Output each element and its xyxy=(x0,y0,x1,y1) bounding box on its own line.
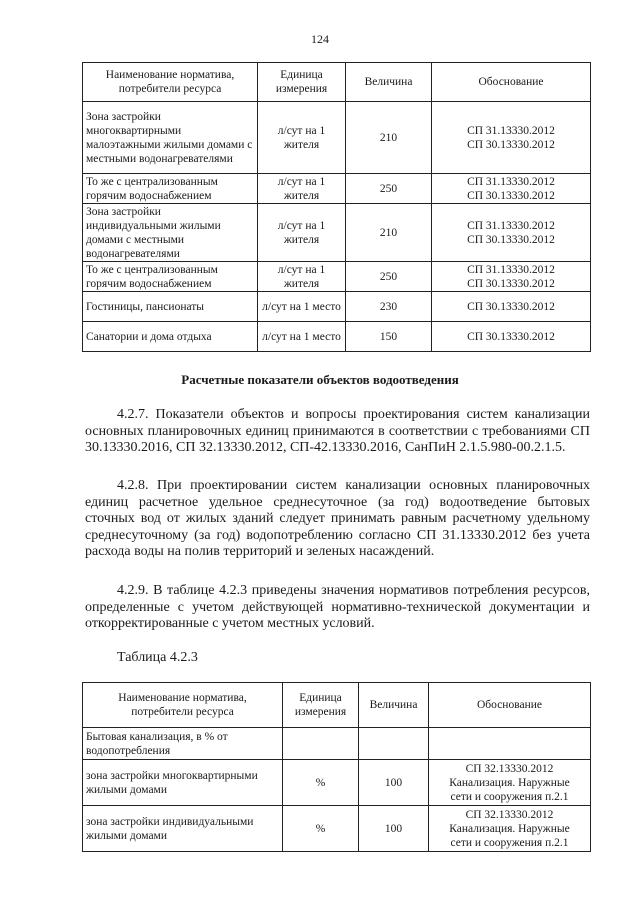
table-row xyxy=(83,102,591,174)
header-name: Наименование норматива, потребители ресурса xyxy=(83,63,258,102)
row-value: 210 xyxy=(346,102,432,174)
row-value: 230 xyxy=(346,292,432,322)
header-value: Величина xyxy=(346,63,432,102)
row-name: Зона застройки многоквартирными малоэтажными жилыми домами с местными водонагревателями xyxy=(83,102,258,174)
row-name: Гостиницы, пансионаты xyxy=(83,292,258,322)
table-header-row xyxy=(83,683,591,728)
paragraph-4-2-7: 4.2.7. Показатели объектов и вопросы проектирования систем канализации основных планировочных единиц принимаются в соответствии с требованиями СП 30.13330.2016, СП 32.13330.2012, СП-42.13330.2016, СанПиН 2.1.5.980-00.2.1.5. xyxy=(85,407,590,455)
row-value: 210 xyxy=(346,204,432,262)
row-value: 100 xyxy=(359,760,429,806)
row-unit: л/сут на 1 жителя xyxy=(258,262,346,292)
section-heading: Расчетные показатели объектов водоотведения xyxy=(181,372,459,387)
row-unit: л/сут на 1 место xyxy=(258,322,346,352)
header-value: Величина xyxy=(359,683,429,728)
row-basis: СП 31.13330.2012 СП 30.13330.2012 xyxy=(432,204,591,262)
sewer-norms-table xyxy=(82,682,591,852)
row-basis: СП 30.13330.2012 xyxy=(432,322,591,352)
paragraph-4-2-9: 4.2.9. В таблице 4.2.3 приведены значения нормативов потребления ресурсов, определенные с учетом действующей нормативно-технической документации и откорректированные с учетом местных условий. xyxy=(85,583,590,631)
table-group-row xyxy=(83,728,591,760)
table-row xyxy=(83,174,591,204)
table-row xyxy=(83,262,591,292)
row-basis: СП 31.13330.2012 СП 30.13330.2012 xyxy=(432,262,591,292)
row-unit: % xyxy=(283,760,359,806)
row-value: 100 xyxy=(359,806,429,852)
header-name: Наименование норматива, потребители ресурса xyxy=(83,683,283,728)
row-basis: СП 31.13330.2012 СП 30.13330.2012 xyxy=(432,102,591,174)
water-norms-table xyxy=(82,62,591,352)
row-unit: л/сут на 1 жителя xyxy=(258,102,346,174)
row-unit: л/сут на 1 жителя xyxy=(258,174,346,204)
table-row xyxy=(83,204,591,262)
table-row xyxy=(83,322,591,352)
row-value: 250 xyxy=(346,174,432,204)
header-unit: Единица измерения xyxy=(283,683,359,728)
table-row xyxy=(83,760,591,806)
table-header-row xyxy=(83,63,591,102)
row-value: 250 xyxy=(346,262,432,292)
row-unit: % xyxy=(283,806,359,852)
row-basis: СП 32.13330.2012 Канализация. Наружные сети и сооружения п.2.1 xyxy=(429,760,591,806)
row-name: То же с централизованным горячим водоснабжением xyxy=(83,262,258,292)
row-name: Зона застройки индивидуальными жилыми домами с местными водонагревателями xyxy=(83,204,258,262)
row-name: Санатории и дома отдыха xyxy=(83,322,258,352)
table-row xyxy=(83,806,591,852)
group-label: Бытовая канализация, в % от водопотребления xyxy=(83,728,283,760)
row-name: То же с централизованным горячим водоснабжением xyxy=(83,174,258,204)
row-basis: СП 30.13330.2012 xyxy=(432,292,591,322)
page-number: 124 xyxy=(311,32,329,46)
row-unit: л/сут на 1 жителя xyxy=(258,204,346,262)
header-basis: Обоснование xyxy=(432,63,591,102)
row-basis: СП 31.13330.2012 СП 30.13330.2012 xyxy=(432,174,591,204)
header-unit: Единица измерения xyxy=(258,63,346,102)
header-basis: Обоснование xyxy=(429,683,591,728)
table-row xyxy=(83,292,591,322)
row-name: зона застройки индивидуальными жилыми домами xyxy=(83,806,283,852)
row-name: зона застройки многоквартирными жилыми домами xyxy=(83,760,283,806)
row-unit: л/сут на 1 место xyxy=(258,292,346,322)
table-caption: Таблица 4.2.3 xyxy=(117,650,198,665)
paragraph-4-2-8: 4.2.8. При проектировании систем канализации основных планировочных единиц расчетное удельное среднесуточное (за год) водоотведение бытовых сточных вод от жилых зданий следует принимать равным расчетному удельному среднесуточному (за год) водопотреблению согласно СП 31.13330.2012 без учета расхода воды на полив территорий и зеленых насаждений. xyxy=(85,478,590,559)
row-value: 150 xyxy=(346,322,432,352)
row-basis: СП 32.13330.2012 Канализация. Наружные сети и сооружения п.2.1 xyxy=(429,806,591,852)
